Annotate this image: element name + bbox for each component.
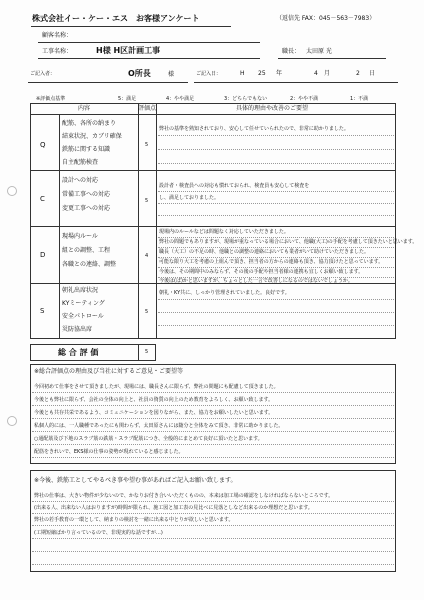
date-era[interactable]: H [240, 70, 245, 77]
return-fax: （返信先 FAX：045－563－7983） [276, 15, 376, 22]
row-d-comment: 今後は、その期間中のみならず、その後の手配や担当者様の連携も宜しくお願い致します。 [159, 269, 364, 275]
row-divider [30, 170, 396, 171]
row-q-score[interactable]: 5 [145, 142, 149, 148]
row-q-rule [158, 149, 394, 150]
project-value[interactable]: H様 H区計画工事 [96, 46, 161, 55]
request-line: 弊社の若手教育の一環として、納まりの検討を一緒に出来る中とりが欲しいと思います。 [34, 517, 234, 523]
header-score: 評価点 [138, 105, 157, 112]
row-c-rule [158, 203, 394, 204]
row-c-item: 常備工事への対応 [62, 191, 111, 198]
date-month[interactable]: 4 [314, 70, 318, 77]
row-d-rule [158, 247, 394, 248]
overall-score[interactable]: 5 [145, 349, 149, 355]
respondent-label: ご記入者： [30, 71, 56, 77]
row-c-rule [158, 215, 394, 216]
row-d-comment: 職長（大工）の不足の時、他職との調整の連絡においても業者がいて助けていただきました。 [159, 249, 370, 255]
row-q-rule [158, 135, 394, 136]
row-d-rule [158, 237, 394, 238]
request-rule [32, 551, 394, 552]
request-line: (出来る人、出来ない人はおりますが)時間が限られ、施工図と加工表の見比べに見落としなど出来るのか理想だと思います。 [34, 505, 313, 511]
row-s-rule [158, 325, 394, 326]
table-col-content [138, 103, 139, 339]
row-s-rule [158, 312, 394, 313]
scale-title: ※評価点基準 [36, 96, 66, 102]
request-rule [32, 525, 394, 526]
header-underline [31, 26, 231, 27]
row-c-rule [158, 191, 394, 192]
project-label: 工事名称： [42, 48, 73, 55]
row-q-letter: Q [40, 141, 46, 149]
row-d-item: 組との調整、工程 [62, 247, 111, 254]
row-s-item: 安全パトロール [62, 313, 104, 320]
reason-line: 今後とも共存共栄であるよう、コミュニケーションを図りながら、また、協力をお願いしたいと思います。 [34, 410, 274, 416]
date-year-unit: 年 [276, 70, 283, 77]
reason-line: 今回初めて仕事をさせて頂きましたが、現場には、職長さんに限らず、弊社の問題にも配慮して頂きました。 [34, 384, 279, 390]
reason-line: 今後とも弊社に限らず、会社の全体の向上と、社員の資質の向上のため教育をよろしく、お願い致します。 [34, 397, 274, 403]
overall-divider [138, 344, 139, 361]
row-d-comment: 弊社の問題でもありますが、現場が重なっている場合において、他職(大工)の手配を考慮して頂きたいと思います。 [159, 239, 418, 245]
reason-line: 配筋をきれいで、EKS様の仕事の姿勢が現れていると感じました。 [34, 449, 184, 455]
respondent-line [28, 82, 188, 83]
header-content: 内容 [78, 105, 91, 112]
row-q-item: 配筋、各所の納まり [62, 120, 117, 127]
row-d-rule [158, 257, 394, 258]
row-d-comment: 今後は(ぱ)かと思いますが、ちょっとした一言で改善しになるのではないでしょうか。 [159, 278, 353, 284]
company-title: 株式会社イー・ケー・エス お客様アンケート [32, 14, 200, 23]
punch-hole-top [7, 186, 17, 196]
row-s-score[interactable]: 5 [145, 309, 149, 315]
manager-value[interactable]: 太田原 光 [306, 48, 332, 55]
request-line: (工期短縮ばかり言っているので、非現実的な話ですが…) [34, 530, 163, 536]
request-rule [32, 564, 394, 565]
project-line [38, 58, 260, 59]
row-d-item: 現場内ルール [62, 233, 98, 240]
row-d-rule [158, 267, 394, 268]
row-d-rule [158, 277, 394, 278]
request-rule [32, 513, 394, 514]
punch-hole-bottom [7, 416, 17, 426]
row-c-comment: 設計者・検査員への対応も慣れておられ、検査員も安心して検査を [159, 183, 310, 189]
reason-line: ○通配筋及び下地のスラブ筋の鉄筋・スラブ配筋につき、全般的にまとめて良好に頂いたと思います。 [34, 436, 263, 442]
row-c-score[interactable]: 5 [145, 198, 149, 204]
row-q-rule [158, 163, 394, 164]
reason-rule [32, 405, 394, 406]
date-year[interactable]: 25 [258, 70, 266, 77]
scale-item-5: 5：満足 [118, 96, 137, 102]
request-title: ※今後、鉄筋工としてやるべき事や望む事があればご記入お願い致します。 [34, 477, 237, 484]
request-rule [32, 538, 394, 539]
row-c-comment: し、満足しておりました。 [159, 195, 220, 201]
reason-rule [32, 457, 394, 458]
table-col-score [156, 103, 157, 339]
row-q-comment: 弊社の基準を熟知されており、安心して任せていられたので、非常に助かりました。 [159, 126, 349, 132]
scale-item-3: 3：どちらでもない [224, 96, 268, 102]
row-d-comment: 可能な限り大工を考慮の上組んで頂き、担当者の方からの連絡も頂き、協力頂けたと思っています。 [159, 259, 384, 265]
row-s-item: 朝礼出席状況 [62, 287, 99, 294]
date-day[interactable]: 2 [356, 70, 360, 77]
row-c-item: 設計への対応 [62, 177, 99, 184]
reason-rule [32, 418, 394, 419]
row-q-item: 鉄筋に関する知識 [62, 146, 111, 153]
row-d-comment: 現場内のルールなどは問題なく対応していただきました。 [159, 229, 289, 235]
client-line [38, 42, 260, 43]
reason-line: 私個人的には、一人職種であったにも関わらず、太田原さんには随分と全体をみて頂き、非常に助かりました。 [34, 423, 284, 429]
reason-rule [32, 392, 394, 393]
table-header-line [30, 114, 396, 115]
client-label: 顧客名称： [42, 32, 73, 39]
date-label: ご記入日： [196, 71, 222, 77]
reason-rule [32, 431, 394, 432]
reason-rule [32, 444, 394, 445]
row-s-comment: 朝礼・KY共に、しっかり管理されていました。良好です。 [159, 290, 290, 296]
row-c-item: 変更工事への対応 [62, 205, 111, 212]
row-s-rule [158, 299, 394, 300]
scale-item-1: 1：不満 [350, 96, 369, 102]
request-rule [32, 501, 394, 502]
row-q-item: 結束状況、カブリ確保 [62, 133, 122, 140]
reason-title: ※総合評価点の理由及び当社に対するご意見・ご要望等 [34, 368, 184, 375]
manager-line [278, 58, 386, 59]
manager-label: 職長： [282, 48, 301, 55]
respondent-value[interactable]: O所長 [128, 69, 151, 78]
row-s-item: KYミーティング [62, 300, 105, 307]
overall-label: 総 合 評 価 [58, 348, 99, 357]
row-s-letter: S [40, 307, 45, 315]
request-line: 弊社の仕事は、大きい物件が少ないので、かなりお付き合いいただくものの、本来は加工場の確認をしなければならないところです。 [34, 493, 334, 499]
header-comment: 具体的理由や改善のご要望 [236, 105, 309, 112]
row-d-score[interactable]: 4 [145, 253, 149, 259]
row-d-letter: D [40, 251, 46, 259]
row-divider [30, 226, 396, 227]
row-s-item: 災防協出席 [62, 326, 93, 333]
date-month-unit: 月 [324, 70, 331, 77]
row-c-letter: C [40, 195, 45, 203]
respondent-suffix: 様 [168, 71, 175, 78]
row-d-item: 各職との連絡、調整 [62, 261, 117, 268]
row-divider [30, 283, 396, 284]
date-line [194, 82, 398, 83]
scale-item-4: 4：やや満足 [166, 96, 195, 102]
row-q-item: 自主配筋検査 [62, 159, 99, 166]
scale-item-2: 2：やや不満 [290, 96, 319, 102]
date-day-unit: 日 [369, 70, 376, 77]
